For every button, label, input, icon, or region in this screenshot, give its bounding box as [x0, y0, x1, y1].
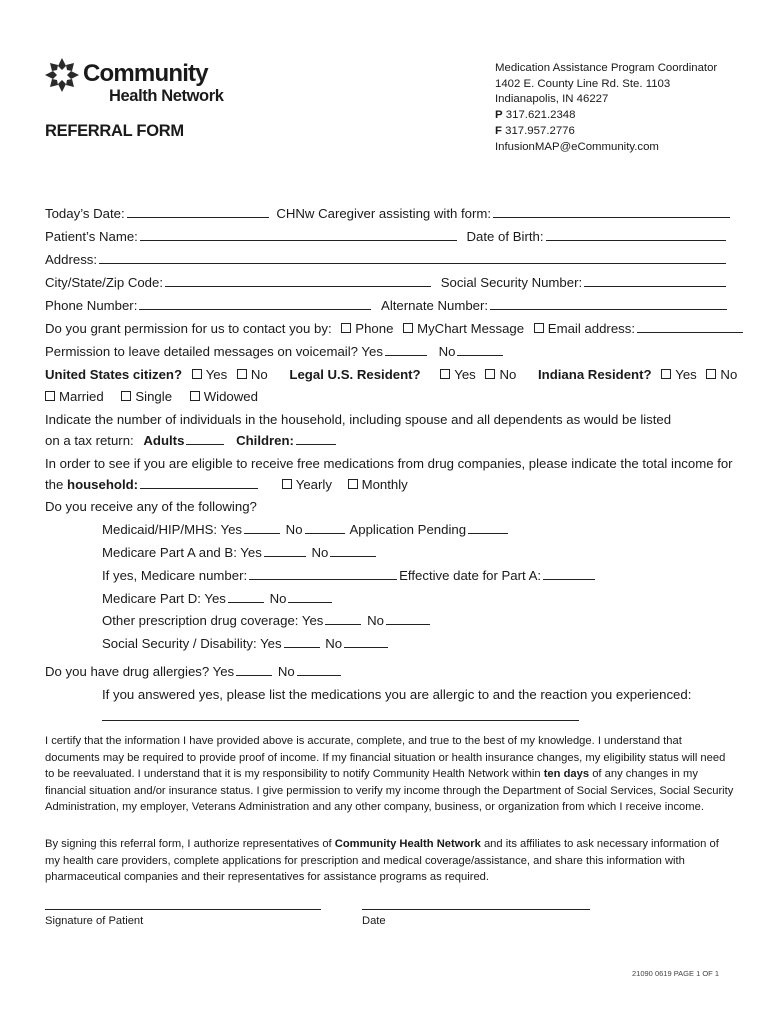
contact-line3: Indianapolis, IN 46227 [495, 93, 609, 106]
mychart-checkbox[interactable] [403, 323, 413, 333]
app-pending-label: Application Pending [349, 522, 467, 537]
ssn-field[interactable] [584, 275, 726, 287]
authorize-text-a: By signing this referral form, I authorize representatives of [45, 838, 335, 850]
legal-no-checkbox[interactable] [485, 369, 495, 379]
ss-disability-yes-field[interactable] [284, 636, 320, 648]
other-rx-yes-field[interactable] [325, 613, 361, 625]
row-ss-disability [102, 636, 390, 651]
row-date [45, 206, 732, 221]
allergies-yes-field[interactable] [236, 664, 272, 676]
medicare-ab-label: Medicare Part A and B: Yes [102, 545, 262, 560]
row-medicare-number [102, 568, 597, 583]
income-field[interactable] [140, 477, 258, 489]
row-income [45, 477, 408, 492]
voicemail-no-label: No [438, 344, 456, 359]
effective-date-field[interactable] [543, 568, 595, 580]
widowed-checkbox[interactable] [190, 391, 200, 401]
voicemail-label: Permission to leave detailed messages on voicemail? Yes [45, 344, 383, 359]
medicaid-label: Medicaid/HIP/MHS: Yes [102, 522, 242, 537]
income-household-label: household: [67, 477, 139, 492]
dob-field[interactable] [546, 229, 726, 241]
ss-disability-no-label: No [325, 636, 343, 651]
citizen-yes-label: Yes [205, 367, 228, 382]
row-medicare-d [102, 591, 334, 606]
indiana-yes-checkbox[interactable] [661, 369, 671, 379]
medicare-d-label: Medicare Part D: Yes [102, 591, 226, 606]
email-checkbox[interactable] [534, 323, 544, 333]
date-label: Date [362, 915, 386, 927]
indiana-yes-label: Yes [675, 367, 697, 382]
indiana-no-checkbox[interactable] [706, 369, 716, 379]
contact-fax: F 317.957.2776 [495, 124, 575, 137]
logo-subtitle: Health Network [109, 87, 224, 105]
logo [44, 55, 244, 110]
indiana-resident-label: Indiana Resident? [537, 367, 652, 382]
authorize-paragraph [45, 836, 735, 886]
phone-field[interactable] [139, 298, 371, 310]
citizen-no-label: No [250, 367, 268, 382]
row-address [45, 252, 728, 267]
receive-label: Do you receive any of the following? [45, 499, 257, 514]
ss-disability-no-field[interactable] [344, 636, 388, 648]
address-field[interactable] [99, 252, 726, 264]
alt-phone-field[interactable] [490, 298, 727, 310]
allergies-no-field[interactable] [297, 664, 341, 676]
row-other-rx [102, 613, 432, 628]
medicare-d-yes-field[interactable] [228, 591, 264, 603]
opt-email-label: Email address: [547, 321, 636, 336]
signature-label: Signature of Patient [45, 915, 144, 927]
allergy-list-label: If you answered yes, please list the medications you are allergic to and the reaction you experienced: [102, 687, 692, 702]
legal-yes-checkbox[interactable] [440, 369, 450, 379]
us-citizen-label: United States citizen? [45, 367, 183, 382]
row-residency [45, 367, 737, 382]
widowed-label: Widowed [203, 389, 258, 404]
medicaid-no-field[interactable] [305, 522, 345, 534]
citizen-yes-checkbox[interactable] [192, 369, 202, 379]
certify-text-b: of any changes in my financial situation and/or insurance status. I give permission to verify my income through the Department of Social Services, Social Security Administration, my employer, Veterans Administration and any other company, business, or organization from which I receive income. [45, 768, 734, 814]
adults-label: Adults [143, 433, 185, 448]
single-checkbox[interactable] [121, 391, 131, 401]
indiana-no-label: No [720, 367, 738, 382]
married-checkbox[interactable] [45, 391, 55, 401]
signature-line[interactable] [45, 909, 321, 910]
row-medicaid [102, 522, 510, 537]
adults-field[interactable] [186, 433, 224, 445]
alt-phone-label: Alternate Number: [381, 298, 489, 313]
row-allergies [45, 664, 343, 679]
medicaid-yes-field[interactable] [244, 522, 280, 534]
phone-checkbox[interactable] [341, 323, 351, 333]
patient-name-field[interactable] [140, 229, 457, 241]
medicare-ab-yes-field[interactable] [264, 545, 306, 557]
city-label: City/State/Zip Code: [45, 275, 164, 290]
logo-name: Community [83, 60, 208, 87]
app-pending-field[interactable] [468, 522, 508, 534]
row-phone [45, 298, 729, 313]
opt-phone-label: Phone [355, 321, 394, 336]
contact-email[interactable]: InfusionMAP@eCommunity.com [495, 140, 659, 153]
voicemail-no-field[interactable] [457, 344, 503, 356]
effective-date-label: Effective date for Part A: [399, 568, 542, 583]
children-label: Children: [236, 433, 294, 448]
medicare-number-label: If yes, Medicare number: [102, 568, 248, 583]
single-label: Single [135, 389, 173, 404]
certify-text-a: I certify that the information I have provided above is accurate, complete, and true to the best of my knowledge. I understand that documents may be required to provide proof of income. If my financial situation or health insurance changes, my eligibility status will need to be reevaluated. I understand that it is my responsibility to notify Community Health Network within [45, 735, 726, 781]
medicare-ab-no-field[interactable] [330, 545, 376, 557]
row-permission [45, 321, 745, 336]
contact-block [495, 61, 717, 155]
allergy-list-field[interactable] [102, 720, 579, 721]
citizen-no-checkbox[interactable] [237, 369, 247, 379]
other-rx-no-label: No [367, 613, 384, 628]
certify-paragraph [45, 733, 735, 816]
todays-date-field[interactable] [127, 206, 269, 218]
household-label: on a tax return: [45, 433, 134, 448]
contact-line1: Medication Assistance Program Coordinator [495, 62, 718, 74]
allergies-label: Do you have drug allergies? Yes [45, 664, 235, 679]
patient-name-label: Patient’s Name: [45, 229, 138, 244]
household-line1: Indicate the number of individuals in the household, including spouse and all dependents as would be listed [45, 412, 672, 427]
todays-date-label: Today’s Date: [45, 206, 125, 221]
married-label: Married [59, 389, 104, 404]
footer-code: 21090 0619 PAGE 1 OF 1 [632, 969, 720, 978]
medicare-d-no-field[interactable] [288, 591, 332, 603]
medicare-ab-no-label: No [311, 545, 329, 560]
dob-label: Date of Birth: [466, 229, 544, 244]
legal-yes-label: Yes [454, 367, 476, 382]
caregiver-field[interactable] [493, 206, 730, 218]
yearly-label: Yearly [295, 477, 332, 492]
voicemail-yes-field[interactable] [385, 344, 427, 356]
permission-label: Do you grant permission for us to contact you by: [45, 321, 332, 336]
authorize-bold: Community Health Network [334, 838, 481, 850]
caregiver-label: CHNw Caregiver assisting with form: [276, 206, 492, 221]
medicare-number-field[interactable] [249, 568, 397, 580]
form-title: REFERRAL FORM [45, 122, 184, 140]
legal-resident-label: Legal U.S. Resident? [289, 367, 421, 382]
date-line[interactable] [362, 909, 590, 910]
row-medicare-ab [102, 545, 378, 560]
certify-bold: ten days [543, 768, 590, 781]
row-city [45, 275, 728, 290]
community-star-icon [44, 57, 80, 93]
other-rx-label: Other prescription drug coverage: Yes [102, 613, 324, 628]
row-patient [45, 229, 728, 244]
medicare-d-no-label: No [269, 591, 287, 606]
contact-line2: 1402 E. County Line Rd. Ste. 1103 [495, 77, 671, 90]
address-label: Address: [45, 252, 98, 267]
income-line1: In order to see if you are eligible to receive free medications from drug companies, please indicate the total income for [45, 456, 733, 471]
allergies-no-label: No [277, 664, 295, 679]
row-marital [39, 389, 258, 404]
authorize-text-b: and its affiliates to ask necessary information of my health care providers, complete applications for prescription and medical coverage/assistance, and share this information with pharmaceutical companies and their representatives for assistance programs as required. [45, 838, 719, 884]
row-voicemail [45, 344, 505, 359]
yearly-checkbox[interactable] [282, 479, 292, 489]
ssn-label: Social Security Number: [440, 275, 583, 290]
medicaid-no-label: No [285, 522, 303, 537]
monthly-checkbox[interactable] [348, 479, 358, 489]
children-field[interactable] [296, 433, 336, 445]
other-rx-no-field[interactable] [386, 613, 430, 625]
contact-phone: P 317.621.2348 [495, 109, 576, 122]
monthly-label: Monthly [361, 477, 408, 492]
income-the: the [45, 477, 64, 492]
row-household [45, 433, 338, 448]
email-field[interactable] [637, 321, 743, 333]
opt-mychart-label: MyChart Message [417, 321, 525, 336]
legal-no-label: No [499, 367, 517, 382]
ss-disability-label: Social Security / Disability: Yes [102, 636, 282, 651]
phone-label: Phone Number: [45, 298, 138, 313]
city-field[interactable] [165, 275, 431, 287]
